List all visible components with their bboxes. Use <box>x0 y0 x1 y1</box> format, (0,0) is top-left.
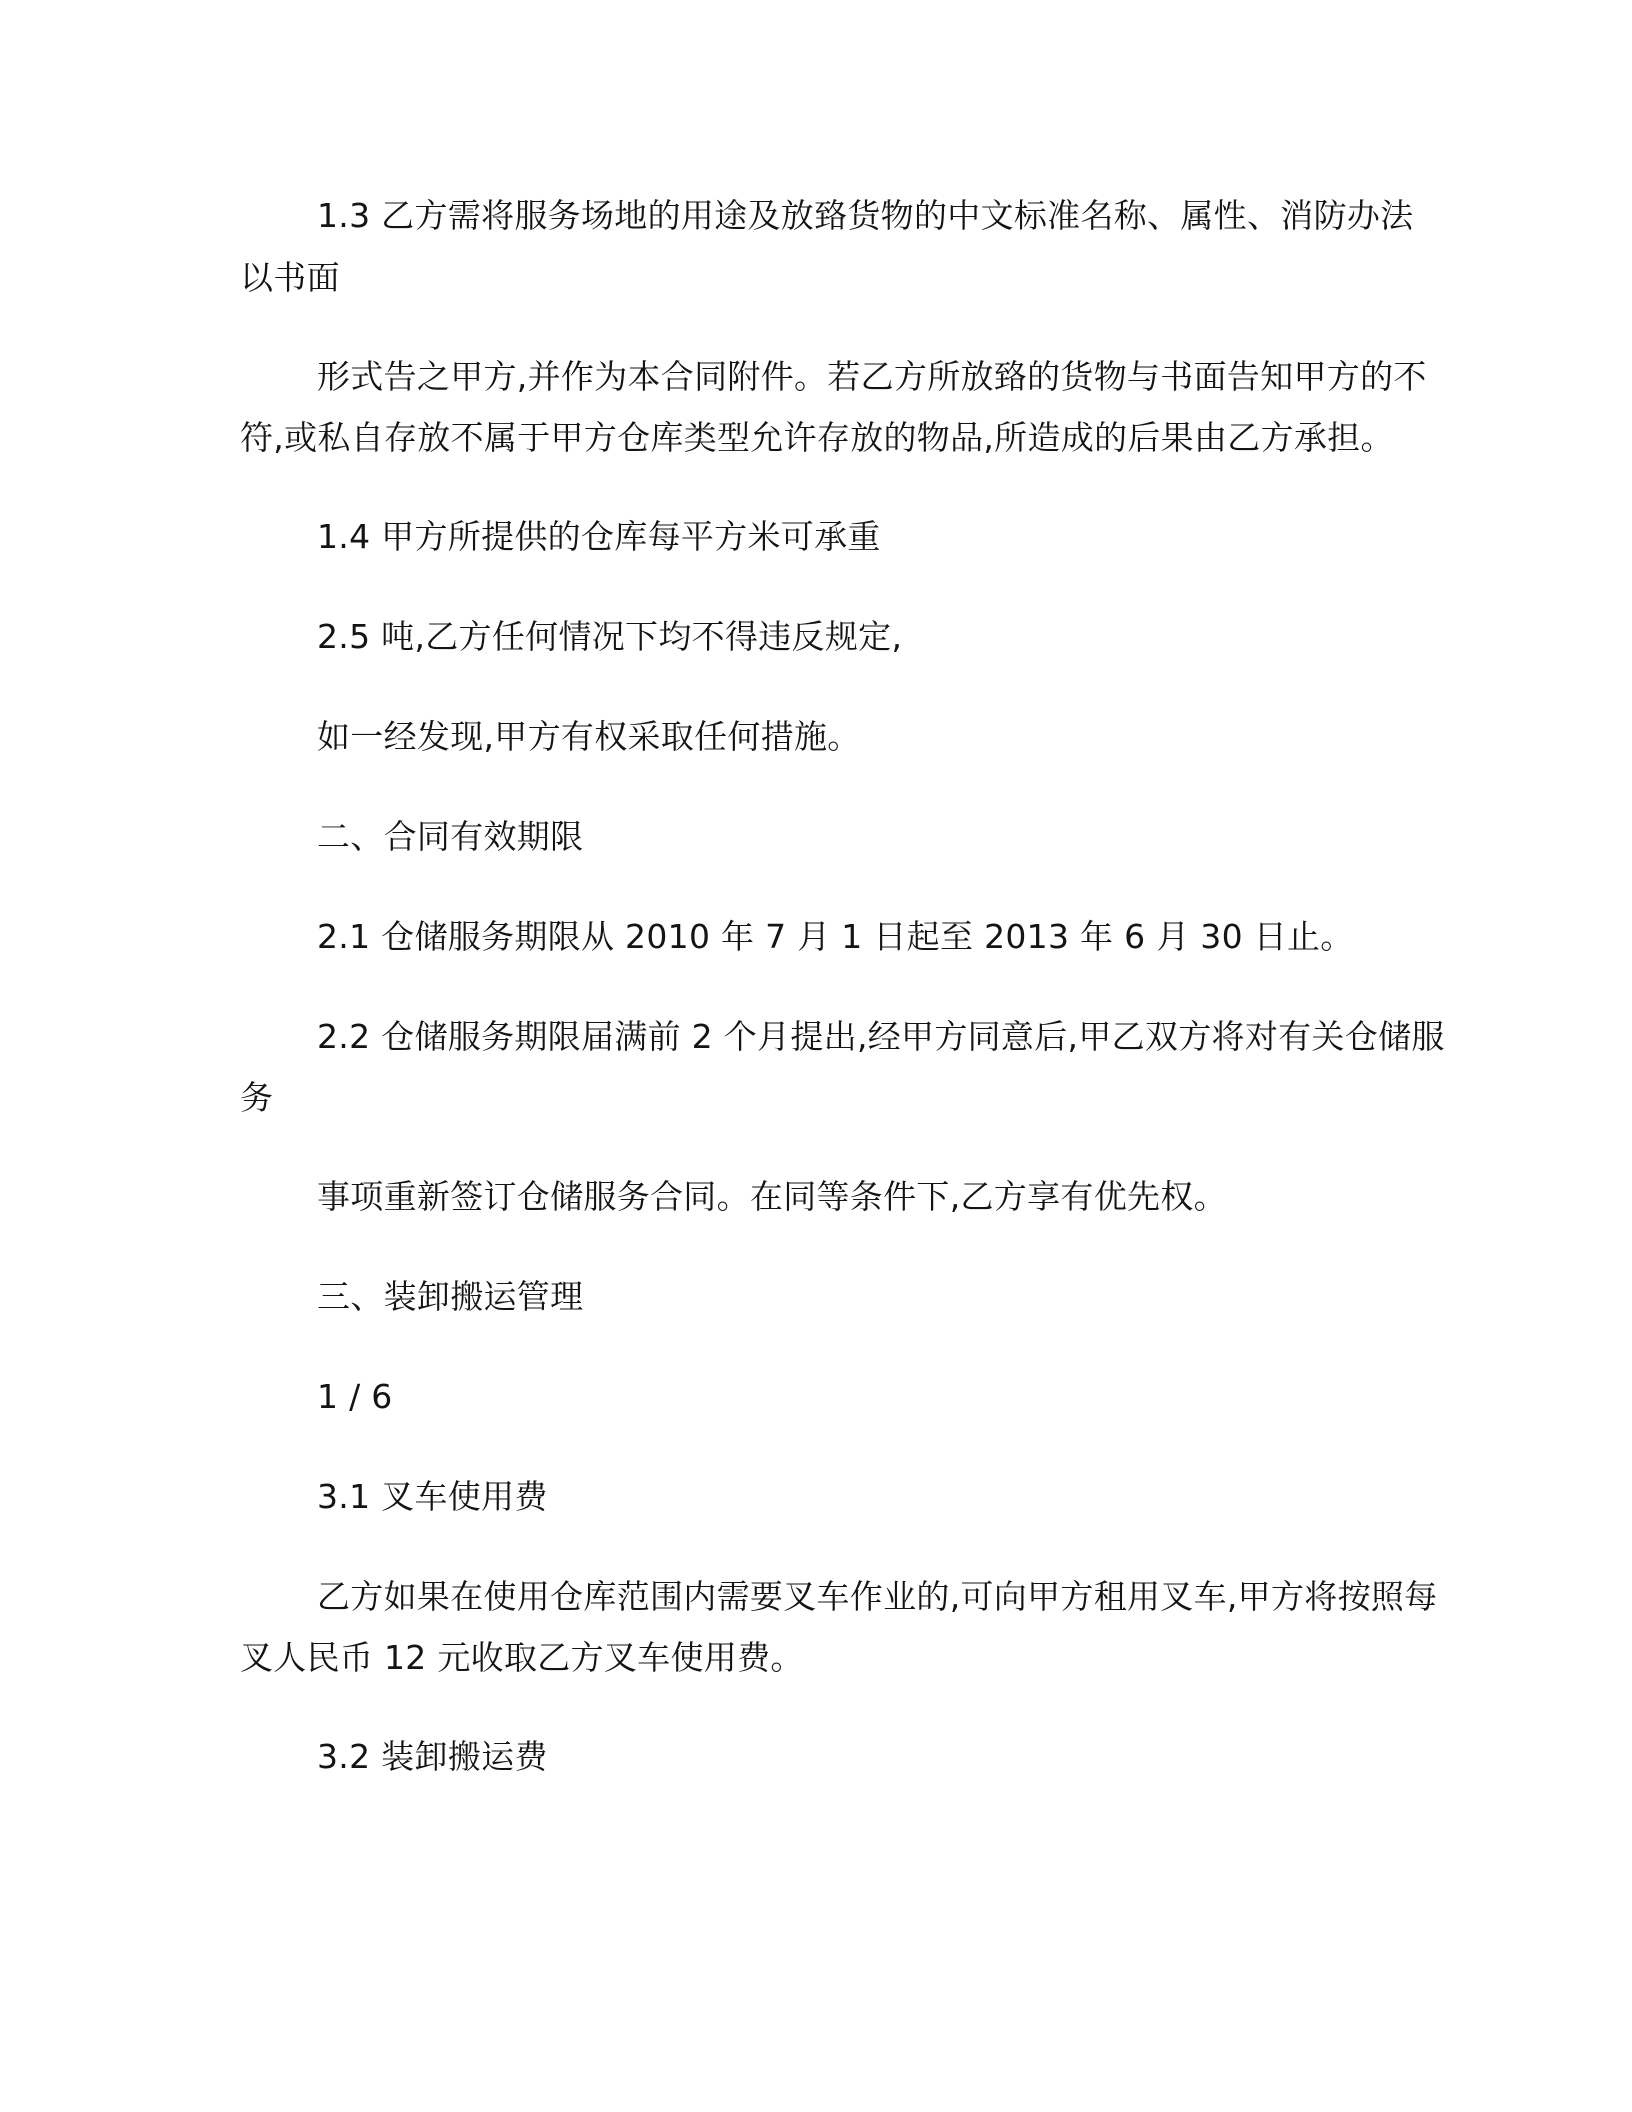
clause-1-3-line-1: 1.3 乙方需将服务场地的用途及放臵货物的中文标准名称、属性、消防办法 <box>317 196 1414 235</box>
clause-2-2-line-3: 事项重新签订仓储服务合同。在同等条件下,乙方享有优先权。 <box>317 1177 1227 1216</box>
section-heading-2: 二、合同有效期限 <box>317 817 584 856</box>
clause-1-4-line-2: 2.5 吨,乙方任何情况下均不得违反规定, <box>317 617 903 656</box>
clause-2-2-line-2: 务 <box>240 1078 274 1117</box>
clause-2-2-line-1: 2.2 仓储服务期限届满前 2 个月提出,经甲方同意后,甲乙双方将对有关仓储服 <box>317 1017 1445 1056</box>
page-number: 1 / 6 <box>317 1377 393 1416</box>
clause-3-1: 3.1 叉车使用费 <box>317 1477 548 1516</box>
clause-3-2: 3.2 装卸搬运费 <box>317 1737 548 1776</box>
section-heading-3: 三、装卸搬运管理 <box>317 1277 584 1316</box>
clause-1-4-line-3: 如一经发现,甲方有权采取任何措施。 <box>317 717 861 756</box>
clause-2-1: 2.1 仓储服务期限从 2010 年 7 月 1 日起至 2013 年 6 月 30 日止。 <box>317 917 1354 956</box>
clause-1-4-line-1: 1.4 甲方所提供的仓库每平方米可承重 <box>317 517 881 556</box>
clause-3-1-body-line-1: 乙方如果在使用仓库范围内需要叉车作业的,可向甲方租用叉车,甲方将按照每 <box>317 1577 1438 1616</box>
clause-1-3-line-4: 符,或私自存放不属于甲方仓库类型允许存放的物品,所造成的后果由乙方承担。 <box>240 418 1394 457</box>
clause-1-3-line-2: 以书面 <box>240 258 340 297</box>
clause-1-3-line-3: 形式告之甲方,并作为本合同附件。若乙方所放臵的货物与书面告知甲方的不 <box>317 357 1427 396</box>
clause-3-1-body-line-2: 叉人民币 12 元收取乙方叉车使用费。 <box>240 1638 804 1677</box>
